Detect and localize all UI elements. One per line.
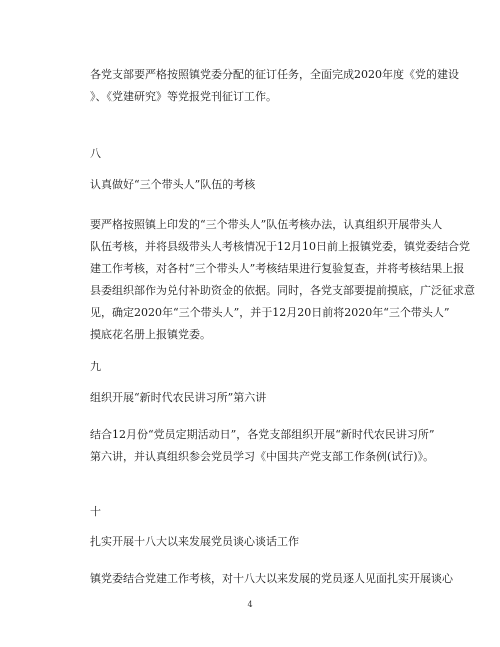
paragraph-line: 要严格按照镇上印发的“三个带头人”队伍考核办法，认真组织开展带头人 xyxy=(90,218,443,231)
paragraph-subscription xyxy=(90,64,459,108)
paragraph-line: 镇党委结合党建工作考核，对十八大以来发展的党员逐人见面扎实开展谈心 xyxy=(90,572,453,585)
page-number: 4 xyxy=(247,600,253,609)
paragraph-line: 》、《党建研究》等党报党刊征订工作。 xyxy=(90,90,277,103)
section-title-ten: 扎实开展十八大以来发展党员谈心谈话工作 xyxy=(90,535,299,548)
paragraph-line: 见，确定2020年“三个带头人”，并于12月20日前将2020年“三个带头人” xyxy=(90,306,450,319)
section-title-eight: 认真做好“三个带头人”队伍的考核 xyxy=(90,178,256,191)
section-title-nine: 组织开展“新时代农民讲习所”第六讲 xyxy=(90,391,267,404)
section-number-ten: 十 xyxy=(90,505,101,518)
section-number-nine: 九 xyxy=(90,360,101,373)
paragraph-line: 县委组织部作为兑付补助资金的依据。同时，各党支部要提前摸底，广泛征求意 xyxy=(90,284,475,297)
paragraph-line: 结合12月份“党员定期活动日”，各党支部组织开展“新时代农民讲习所” xyxy=(90,428,435,441)
paragraph-lecture xyxy=(90,424,435,468)
paragraph-leader-assessment xyxy=(90,214,475,346)
paragraph-line: 各党支部要严格按照镇党委分配的征订任务，全面完成2020年度《党的建设 xyxy=(90,68,459,81)
paragraph-line: 队伍考核，并将县级带头人考核情况于12月10日前上报镇党委，镇党委结合党 xyxy=(90,240,470,253)
paragraph-talks xyxy=(90,568,453,590)
paragraph-line: 第六讲，并认真组织参会党员学习《中国共产党支部工作条例(试行)》。 xyxy=(90,450,435,463)
section-number-eight: 八 xyxy=(90,147,101,160)
paragraph-line: 摸底花名册上报镇党委。 xyxy=(90,328,211,341)
paragraph-line: 建工作考核，对各村“三个带头人”考核结果进行复验复查，并将考核结果上报 xyxy=(90,262,465,275)
